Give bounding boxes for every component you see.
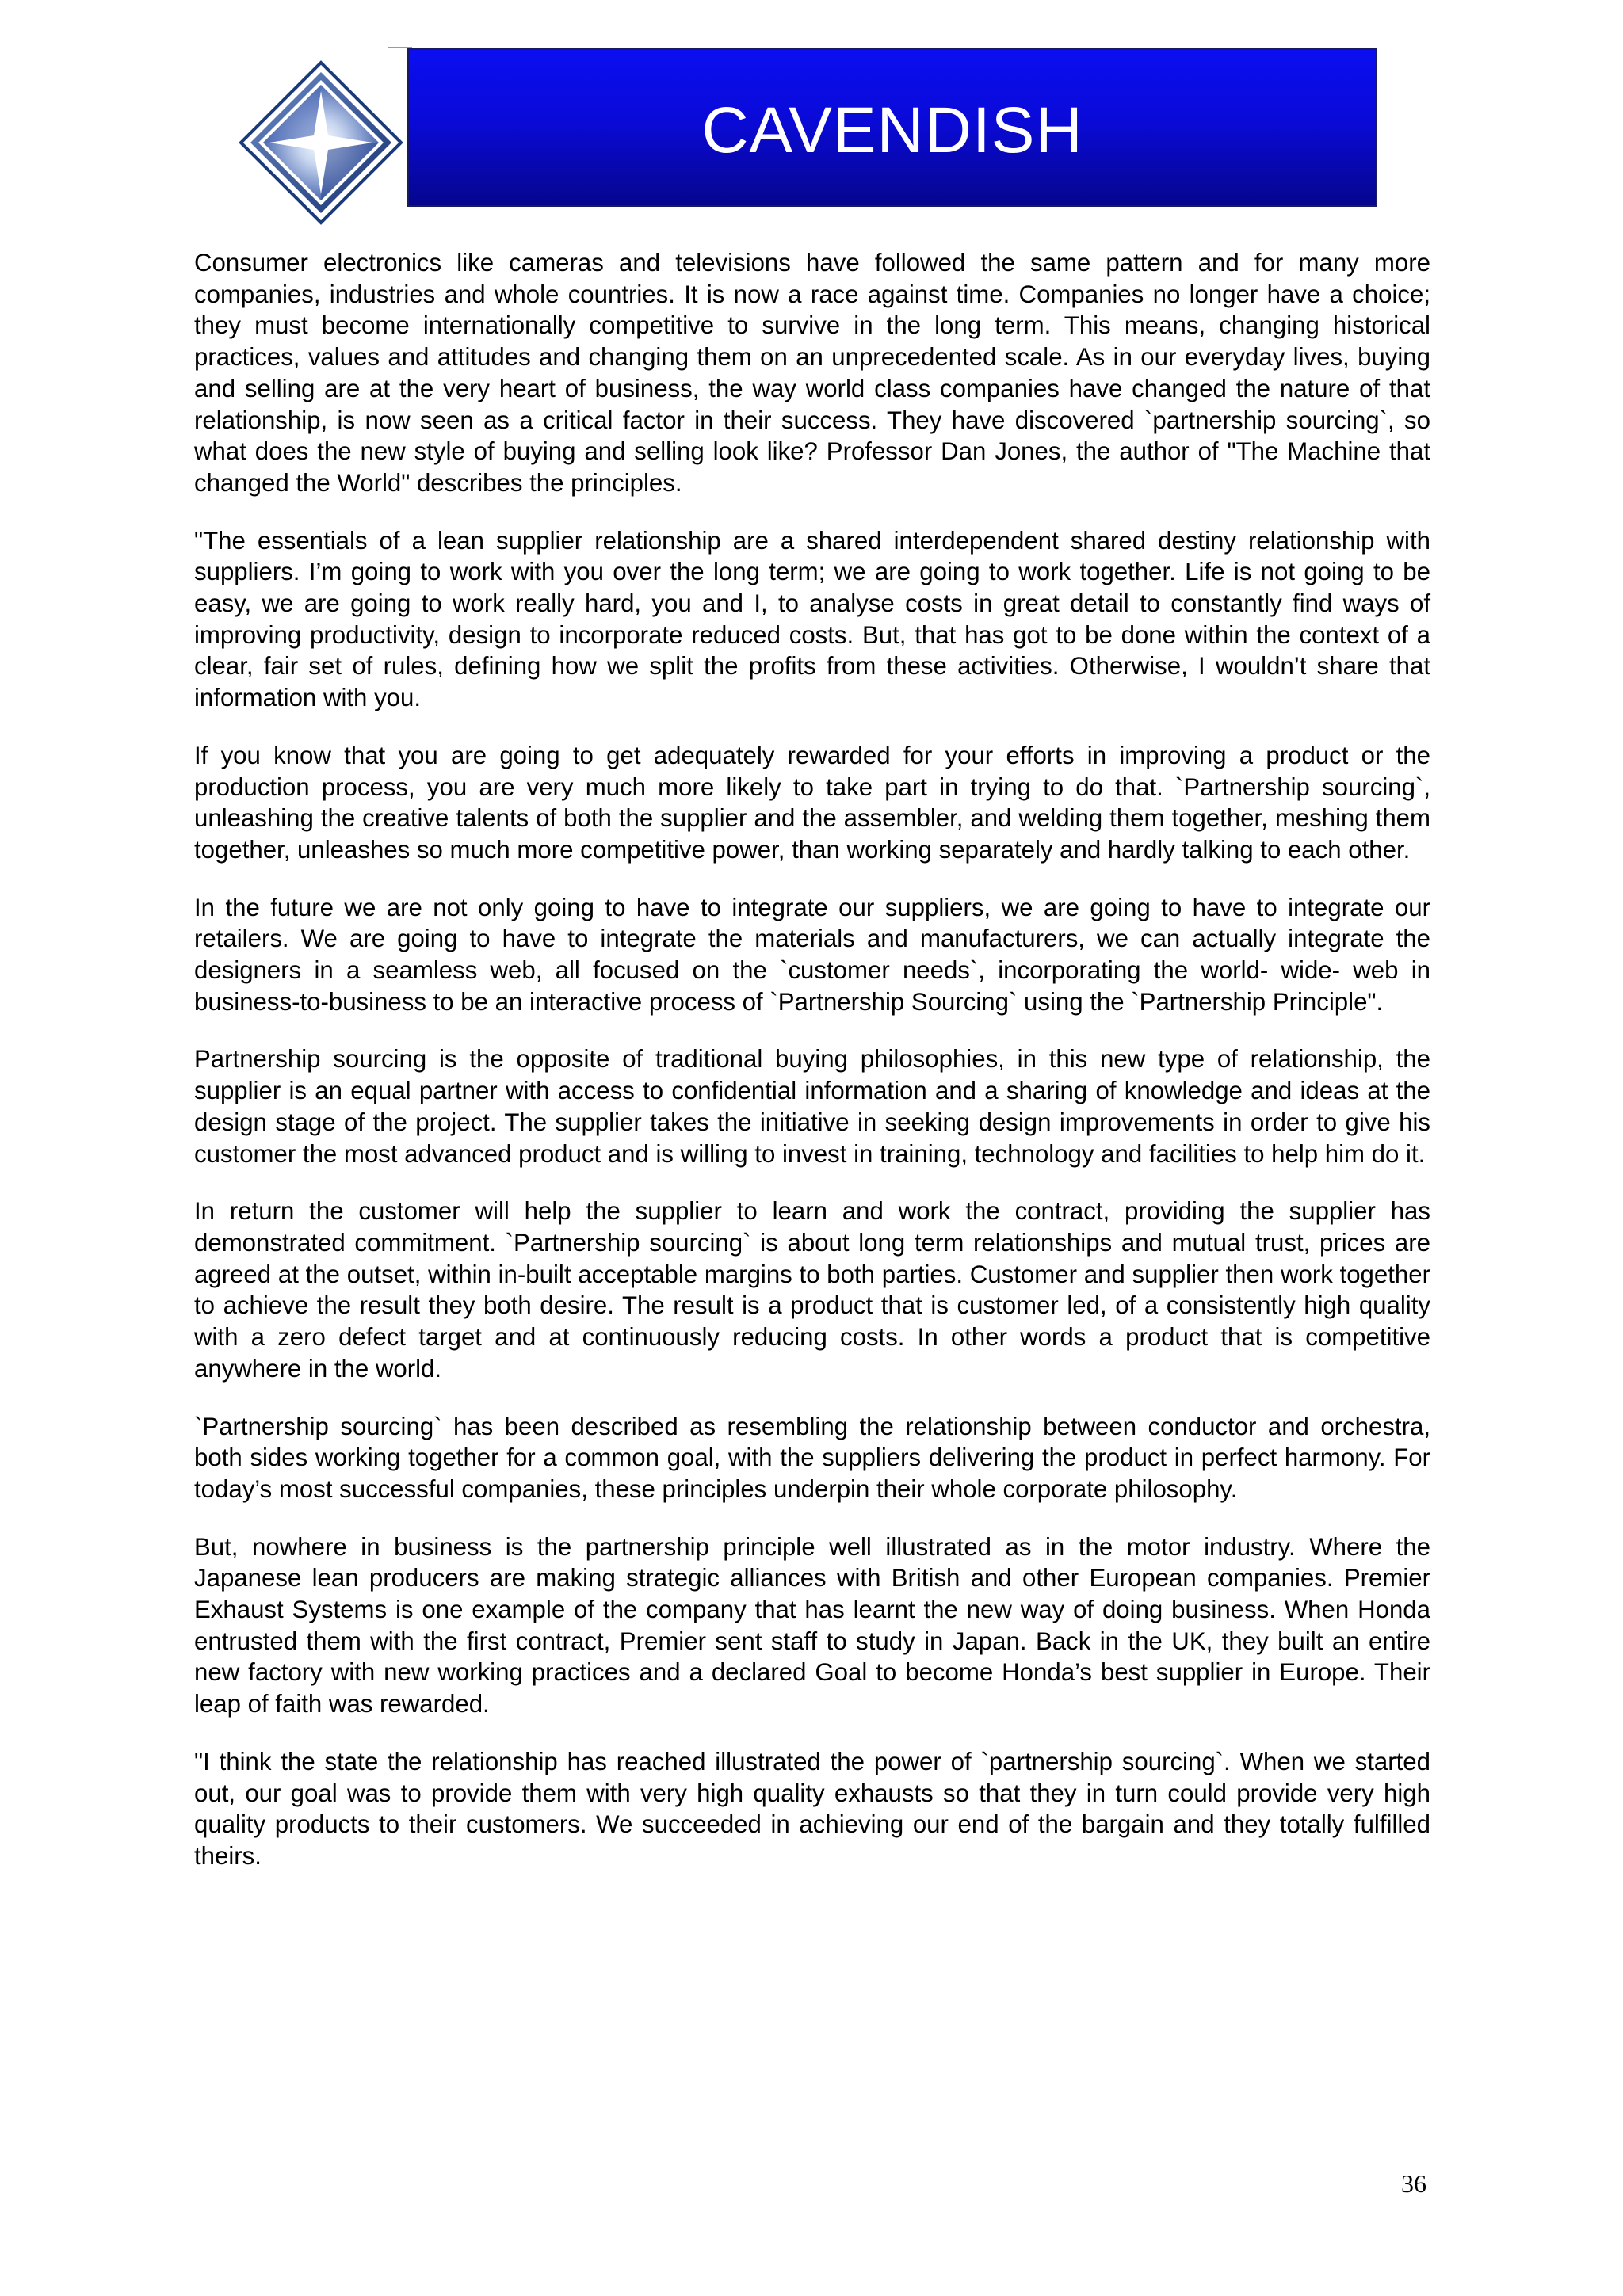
paragraph: Consumer electronics like cameras and televisions have followed the same pattern and for many more companies, industries and whole countries. It is now a race against time. Companies no longer have a choice; they must become internationally competitive to survive in the long term. This means, changing historical practices, values and attitudes and changing them on an unprecedented scale. As in our everyday lives, buying and selling are at the very heart of business, the way world class companies have changed the nature of that relationship, is now seen as a critical factor in their success. They have discovered `partnership sourcing`, so what does the new style of buying and selling look like? Professor Dan Jones, the author of "The Machine that changed the World" describes the principles. xyxy=(194,249,1430,497)
paragraph: If you know that you are going to get adequately rewarded for your efforts in improving a product or the production process, you are very much more likely to take part in trying to do that. `Partnership sourcing`, unleashing the creative talents of both the supplier and the assembler, and welding them together, meshing them together, unleashes so much more competitive power, than working separately and hardly talking to each other. xyxy=(194,741,1430,864)
diamond-star-logo-icon xyxy=(238,59,404,226)
paragraph: `Partnership sourcing` has been described as resembling the relationship between conductor and orchestra, both sides working together for a common goal, with the suppliers delivering the product in perfect harmony. For today’s most successful companies, these principles underpin their whole corporate philosophy. xyxy=(194,1412,1430,1503)
paragraph: Partnership sourcing is the opposite of traditional buying philosophies, in this new type of relationship, the supplier is an equal partner with access to confidential information and a sharing of knowledge and ideas at the design stage of the project. The supplier takes the initiative in seeking design improvements in order to give his customer the most advanced product and is willing to invest in training, technology and facilities to help him do it. xyxy=(194,1045,1430,1168)
paragraph: In return the customer will help the supplier to learn and work the contract, providing the supplier has demonstrated commitment. `Partnership sourcing` is about long term relationships and mutual trust, prices are agreed at the outset, within in-built acceptable margins to both parties. Customer and supplier then work together to achieve the result they both desire. The result is a product that is customer led, of a consistently high quality with a zero defect target and at continuously reducing costs. In other words a product that is competitive anywhere in the world. xyxy=(194,1197,1430,1383)
header-title: CAVENDISH xyxy=(701,94,1083,166)
paragraph: In the future we are not only going to have to integrate our suppliers, we are going to have to integrate our retailers. We are going to have to integrate the materials and manufacturers, we can actually integrate the designers in a seamless web, all focused on the `customer needs`, incorporating the world- wide- web in business-to-business to be an interactive process of `Partnership Sourcing` using the `Partnership Principle". xyxy=(194,893,1430,1016)
body-text xyxy=(194,247,1430,1898)
paragraph: "I think the state the relationship has reached illustrated the power of `partnership sourcing`. When we started out, our goal was to provide them with very high quality exhausts so that they in turn could provide very high quality products to their customers. We succeeded in achieving our end of the bargain and they totally fulfilled theirs. xyxy=(194,1747,1430,1870)
page-number: 36 xyxy=(1401,2169,1426,2198)
page-header xyxy=(238,44,1379,210)
header-banner xyxy=(407,48,1377,207)
paragraph: But, nowhere in business is the partnership principle well illustrated as in the motor industry. Where the Japanese lean producers are making strategic alliances with British and other European companies. Premier Exhaust Systems is one example of the company that has learnt the new way of doing business. When Honda entrusted them with the first contract, Premier sent staff to study in Japan. Back in the UK, they built an entire new factory with new working practices and a declared Goal to become Honda’s best supplier in Europe. Their leap of faith was rewarded. xyxy=(194,1532,1430,1718)
paragraph: "The essentials of a lean supplier relationship are a shared interdependent shared destiny relationship with suppliers. I’m going to work with you over the long term; we are going to work together. Life is not going to be easy, we are going to work really hard, you and I, to analyse costs in great detail to constantly find ways of improving productivity, design to incorporate reduced costs. But, that has got to be done within the context of a clear, fair set of rules, defining how we split the profits from these activities. Otherwise, I wouldn’t share that information with you. xyxy=(194,526,1430,712)
